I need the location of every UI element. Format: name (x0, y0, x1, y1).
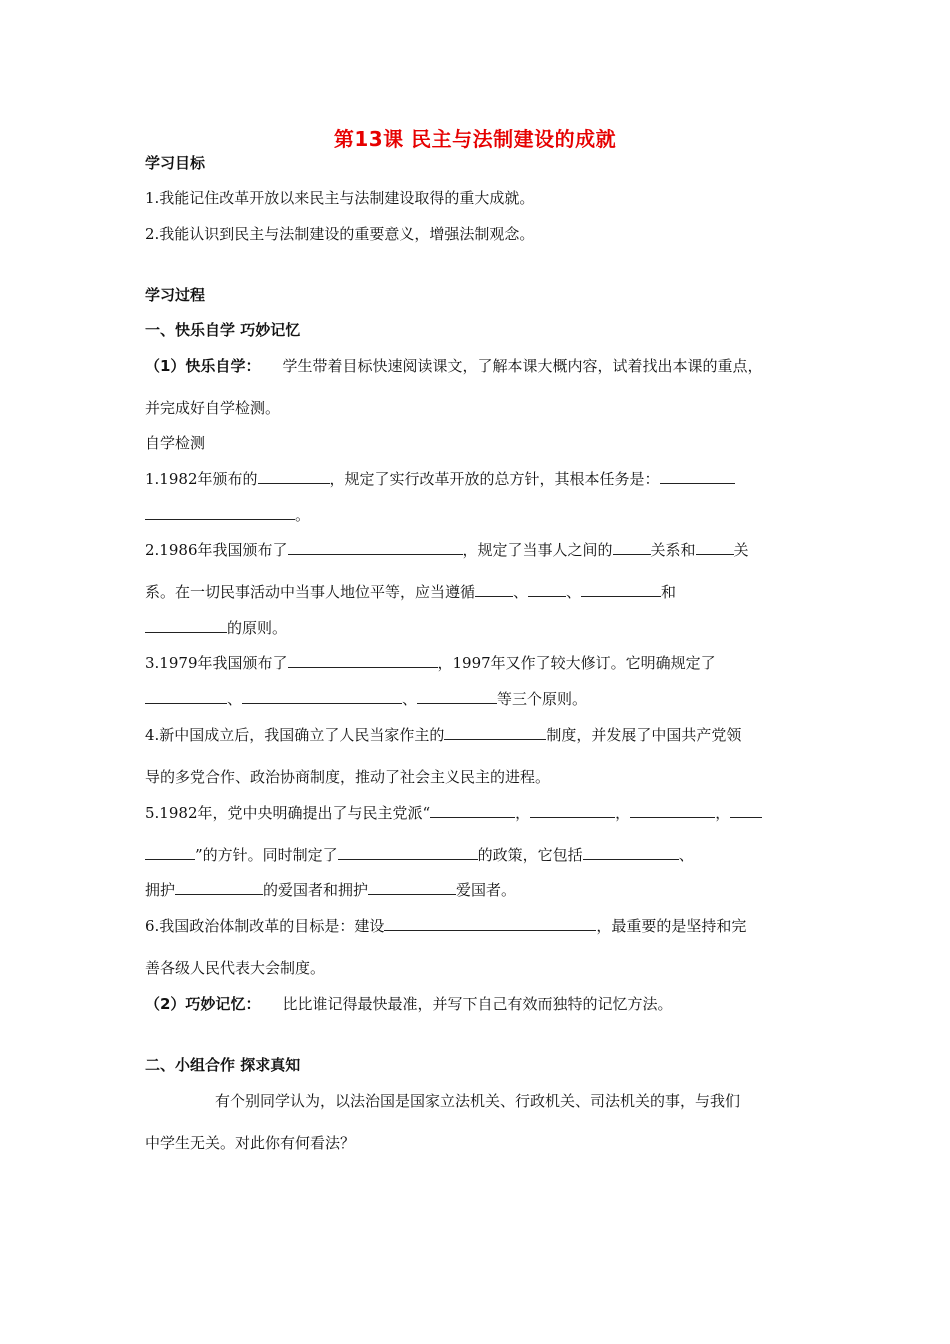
q2-text-i: 的原则。 (227, 619, 288, 637)
q2-blank-5[interactable] (528, 582, 566, 597)
question-4-cont: 导的多党合作、政治协商制度，推动了社会主义民主的进程。 (145, 768, 551, 786)
q5-text-c: ， (615, 804, 631, 822)
q2-blank-6[interactable] (581, 582, 661, 597)
question-3-cont (145, 689, 587, 709)
question-5-cont (145, 845, 694, 865)
question-1 (145, 469, 735, 489)
q1-text-c: 。 (295, 506, 311, 524)
section2-heading: 二、小组合作 探求真知 (145, 1056, 301, 1074)
q5-text-a: 5.1982年，党中央明确提出了与民主党派“ (145, 804, 431, 822)
q6-text-a: 6.我国政治体制改革的目标是：建设 (145, 917, 385, 935)
q2-blank-3[interactable] (696, 540, 734, 555)
q5-text-j: 爱国者。 (456, 881, 517, 899)
q2-blank-7[interactable] (145, 618, 227, 633)
question-6 (145, 916, 746, 936)
q2-text-h: 和 (661, 583, 677, 601)
q5-blank-6[interactable] (583, 845, 679, 860)
q1-blank-2[interactable] (660, 469, 735, 484)
self-study-text-cont: 并完成好自学检测。 (145, 399, 281, 417)
q5-blank-4b[interactable] (145, 845, 195, 860)
q3-text-e: 等三个原则。 (497, 690, 588, 708)
q5-blank-8[interactable] (368, 880, 456, 895)
question-2-cont (145, 582, 676, 602)
q5-blank-3[interactable] (630, 803, 715, 818)
q4-text-a: 4.新中国成立后，我国确立了人民当家作主的 (145, 726, 445, 744)
q3-blank-3[interactable] (242, 689, 402, 704)
question-2 (145, 540, 749, 560)
memory-text: 比比谁记得最快最准，并写下自己有效而独特的记忆方法。 (282, 995, 673, 1013)
q3-text-b: ，1997年又作了较大修订。它明确规定了 (437, 654, 716, 672)
memory-line (145, 994, 672, 1014)
q2-text-b: ，规定了当事人之间的 (462, 541, 613, 559)
q4-text-b: 制度，并发展了中国共产党领 (546, 726, 742, 744)
memory-label: （2）巧妙记忆： (145, 995, 261, 1013)
self-study-text: 学生带着目标快速阅读课文，了解本课大概内容，试着找出本课的重点， (282, 357, 763, 375)
q5-blank-1[interactable] (430, 803, 515, 818)
q5-text-g: 、 (678, 846, 694, 864)
process-heading: 学习过程 (145, 286, 206, 304)
q1-blank-1[interactable] (258, 469, 330, 484)
q2-blank-2[interactable] (613, 540, 651, 555)
q3-blank-1[interactable] (288, 653, 438, 668)
question-4 (145, 725, 741, 745)
discussion-text-cont: 中学生无关。对此你有何看法？ (145, 1134, 356, 1152)
q1-blank-3[interactable] (145, 505, 295, 520)
page-title: 第13课 民主与法制建设的成就 (333, 127, 617, 151)
q2-blank-4[interactable] (475, 582, 513, 597)
q2-text-d: 关 (733, 541, 749, 559)
goal-item-1: 1.我能记住改革开放以来民主与法制建设取得的重大成就。 (145, 189, 535, 207)
question-1-cont (145, 505, 310, 525)
q6-text-b: ，最重要的是坚持和完 (596, 917, 747, 935)
q3-text-a: 3.1979年我国颁布了 (145, 654, 288, 672)
q5-text-b: ， (515, 804, 531, 822)
q2-text-c: 关系和 (650, 541, 696, 559)
q3-blank-2[interactable] (145, 689, 227, 704)
question-3 (145, 653, 716, 673)
q5-blank-4[interactable] (730, 803, 762, 818)
q3-blank-4[interactable] (417, 689, 497, 704)
q5-blank-5[interactable] (338, 845, 478, 860)
self-study-line (145, 356, 762, 376)
self-study-label: （1）快乐自学： (145, 357, 261, 375)
q2-text-f: 、 (513, 583, 529, 601)
q3-text-c: 、 (227, 690, 243, 708)
q2-blank-1[interactable] (288, 540, 463, 555)
question-5-cont2 (145, 880, 516, 900)
q5-text-h: 拥护 (145, 881, 176, 899)
goal-item-2: 2.我能认识到民主与法制建设的重要意义，增强法制观念。 (145, 225, 535, 243)
self-test-label: 自学检测 (145, 434, 206, 452)
discussion-text: 有个别同学认为，以法治国是国家立法机关、行政机关、司法机关的事，与我们 (215, 1092, 741, 1110)
q5-text-d: ， (715, 804, 731, 822)
q2-text-a: 2.1986年我国颁布了 (145, 541, 288, 559)
q4-blank-1[interactable] (444, 725, 546, 740)
q5-blank-2[interactable] (530, 803, 615, 818)
section1-heading: 一、快乐自学 巧妙记忆 (145, 321, 301, 339)
q5-blank-7[interactable] (175, 880, 263, 895)
q5-text-i: 的爱国者和拥护 (263, 881, 369, 899)
q3-text-d: 、 (402, 690, 418, 708)
q1-text-a: 1.1982年颁布的 (145, 470, 258, 488)
question-5 (145, 803, 762, 823)
question-2-cont2 (145, 618, 287, 638)
q5-text-e: ”的方针。同时制定了 (195, 846, 338, 864)
q5-text-f: 的政策，它包括 (477, 846, 583, 864)
q2-text-g: 、 (566, 583, 582, 601)
q2-text-e: 系。在一切民事活动中当事人地位平等，应当遵循 (145, 583, 476, 601)
q6-blank-1[interactable] (384, 916, 596, 931)
question-6-cont: 善各级人民代表大会制度。 (145, 959, 326, 977)
goals-heading: 学习目标 (145, 154, 206, 172)
q1-text-b: ，规定了实行改革开放的总方针，其根本任务是： (329, 470, 660, 488)
